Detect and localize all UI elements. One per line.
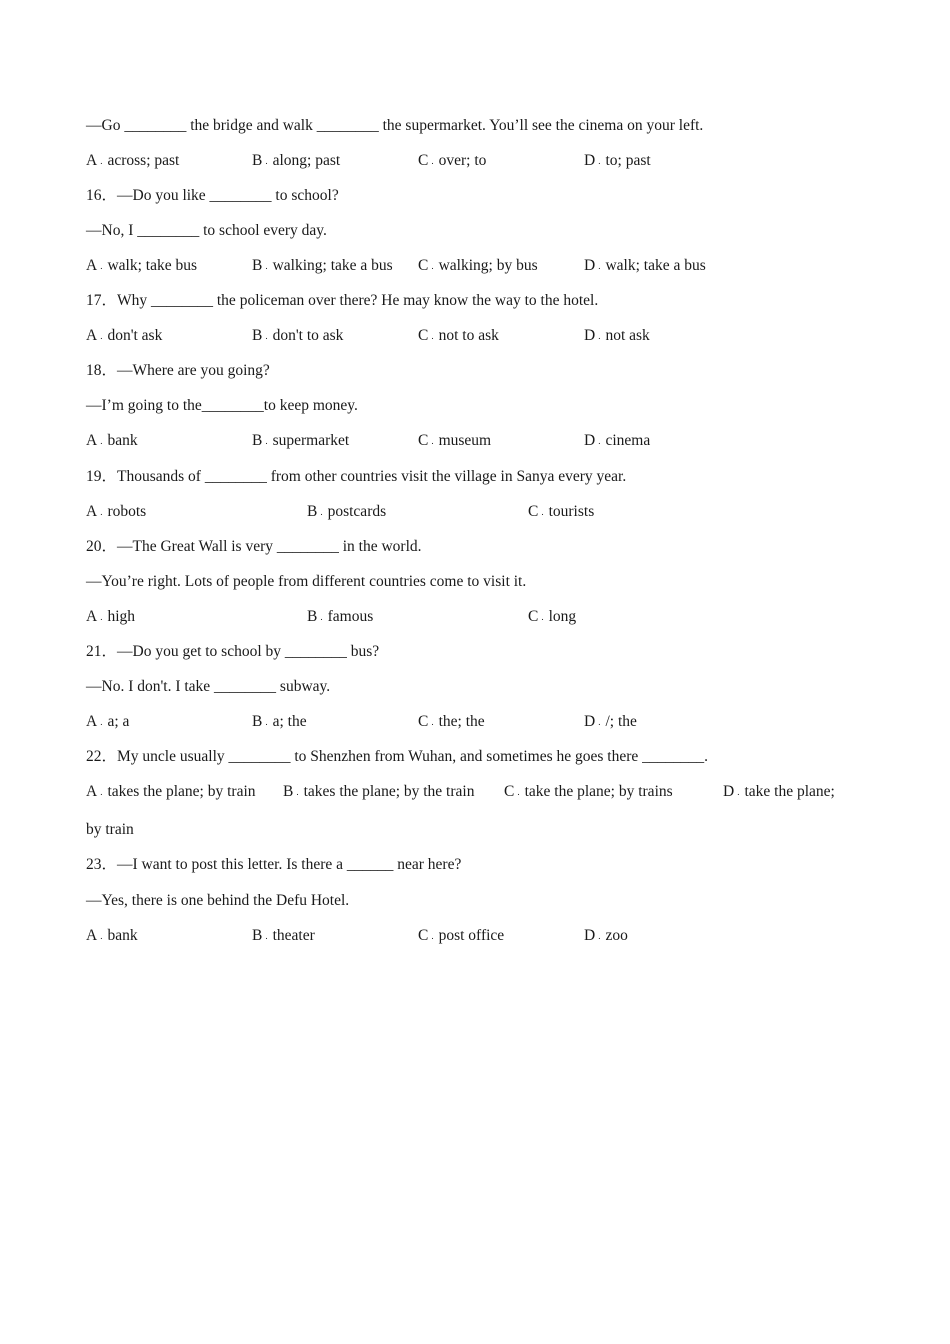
option-text: not to ask <box>438 327 499 344</box>
option-c <box>504 782 673 802</box>
option-letter: B <box>307 608 318 625</box>
option-d <box>584 712 637 732</box>
option-letter: C <box>528 503 539 520</box>
option-b <box>252 256 393 276</box>
option-letter: A <box>86 503 98 520</box>
option-letter: C <box>528 608 539 625</box>
option-d <box>584 926 628 946</box>
option-text: along; past <box>272 152 341 169</box>
option-letter: C <box>418 327 429 344</box>
option-text: walking; by bus <box>438 257 538 274</box>
option-a <box>86 607 135 627</box>
question-line: —I’m going to the________to keep money. <box>86 397 358 414</box>
option-text: long <box>548 608 577 625</box>
option-a <box>86 926 138 946</box>
option-b <box>252 431 349 451</box>
option-text: post office <box>438 927 505 944</box>
option-b <box>283 782 474 802</box>
option-text: don't ask <box>107 327 163 344</box>
option-separator: . <box>100 787 103 797</box>
option-d <box>584 151 651 171</box>
option-separator: . <box>100 612 103 622</box>
option-letter: D <box>584 713 596 730</box>
option-text: take the plane; by trains <box>524 783 673 800</box>
option-text: bank <box>107 432 138 449</box>
option-text: the; the <box>438 713 485 730</box>
question-line: —No, I ________ to school every day. <box>86 222 327 239</box>
option-c <box>418 431 491 451</box>
option-letter: C <box>418 257 429 274</box>
option-separator: . <box>598 261 601 271</box>
option-separator: . <box>431 931 434 941</box>
option-separator: . <box>598 717 601 727</box>
option-text: high <box>107 608 136 625</box>
option-separator: . <box>100 717 103 727</box>
option-letter: B <box>307 503 318 520</box>
option-separator: . <box>431 331 434 341</box>
option-text: supermarket <box>272 432 350 449</box>
question-line: —Yes, there is one behind the Defu Hotel. <box>86 892 350 909</box>
option-letter: C <box>418 152 429 169</box>
option-b <box>252 326 343 346</box>
option-text: /; the <box>605 713 637 730</box>
option-separator: . <box>598 436 601 446</box>
option-letter: B <box>252 152 263 169</box>
option-separator: . <box>100 331 103 341</box>
option-separator: . <box>100 436 103 446</box>
option-letter: D <box>584 927 596 944</box>
option-a <box>86 151 179 171</box>
option-text: zoo <box>605 927 628 944</box>
question-line: —No. I don't. I take ________ subway. <box>86 678 331 695</box>
option-letter: A <box>86 432 98 449</box>
option-letter: D <box>584 152 596 169</box>
option-separator: . <box>100 261 103 271</box>
option-a <box>86 256 197 276</box>
option-letter: C <box>418 927 429 944</box>
option-letter: B <box>252 927 263 944</box>
question-line: 23．—I want to post this letter. Is there a ______ near here? <box>86 856 462 873</box>
option-letter: A <box>86 152 98 169</box>
option-c <box>528 607 576 627</box>
option-text: not ask <box>605 327 650 344</box>
question-line: 18．—Where are you going? <box>86 362 270 379</box>
option-text: takes the plane; by train <box>107 783 256 800</box>
option-separator: . <box>100 507 103 517</box>
option-letter: A <box>86 608 98 625</box>
option-d <box>584 256 706 276</box>
option-letter: B <box>283 783 294 800</box>
option-b <box>252 151 340 171</box>
option-d <box>723 782 835 802</box>
option-a <box>86 502 146 522</box>
option-separator: . <box>598 331 601 341</box>
option-text: a; a <box>107 713 130 730</box>
option-d <box>584 431 650 451</box>
option-letter: C <box>504 783 515 800</box>
option-a <box>86 712 129 732</box>
option-c <box>418 151 486 171</box>
option-text: takes the plane; by the train <box>303 783 475 800</box>
option-letter: A <box>86 327 98 344</box>
option-c <box>418 326 499 346</box>
question-line: 16．—Do you like ________ to school? <box>86 187 339 204</box>
option-b <box>252 926 315 946</box>
option-text: postcards <box>327 503 387 520</box>
option-b <box>307 502 386 522</box>
question-line: 17．Why ________ the policeman over there? He may know the way to the hotel. <box>86 292 599 309</box>
option-separator: . <box>541 507 544 517</box>
option-b <box>252 712 307 732</box>
question-line: 22．My uncle usually ________ to Shenzhen from Wuhan, and sometimes he goes there ________. <box>86 748 708 765</box>
option-b <box>307 607 373 627</box>
option-letter: B <box>252 432 263 449</box>
option-letter: C <box>418 432 429 449</box>
option-letter: B <box>252 713 263 730</box>
option-a <box>86 782 256 802</box>
option-d <box>584 326 650 346</box>
option-separator: . <box>265 261 268 271</box>
question-line: —Go ________ the bridge and walk ________ the supermarket. You’ll see the cinema on your left. <box>86 117 704 134</box>
option-separator: . <box>431 156 434 166</box>
option-separator: . <box>431 261 434 271</box>
option-separator: . <box>541 612 544 622</box>
option-separator: . <box>296 787 299 797</box>
option-separator: . <box>320 507 323 517</box>
option-separator: . <box>100 931 103 941</box>
option-a <box>86 431 138 451</box>
option-letter: D <box>584 257 596 274</box>
option-letter: D <box>723 783 735 800</box>
option-text: famous <box>327 608 374 625</box>
option-c <box>418 712 485 732</box>
option-separator: . <box>737 787 740 797</box>
option-letter: C <box>418 713 429 730</box>
option-text: across; past <box>107 152 180 169</box>
option-text: a; the <box>272 713 307 730</box>
option-separator: . <box>265 331 268 341</box>
option-text: cinema <box>605 432 651 449</box>
option-letter: B <box>252 257 263 274</box>
option-text: walking; take a bus <box>272 257 393 274</box>
option-separator: . <box>598 156 601 166</box>
option-text: theater <box>272 927 315 944</box>
option-text: tourists <box>548 503 595 520</box>
option-text: bank <box>107 927 138 944</box>
option-letter: A <box>86 713 98 730</box>
option-d-continuation: by train <box>86 821 134 838</box>
option-c <box>418 256 538 276</box>
option-separator: . <box>265 717 268 727</box>
option-c <box>528 502 594 522</box>
option-separator: . <box>598 931 601 941</box>
option-separator: . <box>265 156 268 166</box>
option-letter: A <box>86 783 98 800</box>
option-letter: A <box>86 927 98 944</box>
option-text: walk; take bus <box>107 257 197 274</box>
option-text: don't to ask <box>272 327 344 344</box>
option-separator: . <box>517 787 520 797</box>
option-letter: A <box>86 257 98 274</box>
option-text: take the plane; <box>744 783 835 800</box>
option-text: museum <box>438 432 492 449</box>
option-text: walk; take a bus <box>605 257 706 274</box>
option-separator: . <box>265 931 268 941</box>
option-letter: D <box>584 432 596 449</box>
option-separator: . <box>431 436 434 446</box>
question-line: 21．—Do you get to school by ________ bus? <box>86 643 380 660</box>
question-line: —You’re right. Lots of people from different countries come to visit it. <box>86 573 527 590</box>
option-letter: B <box>252 327 263 344</box>
option-separator: . <box>265 436 268 446</box>
option-text: to; past <box>605 152 651 169</box>
option-separator: . <box>100 156 103 166</box>
option-text: over; to <box>438 152 487 169</box>
option-c <box>418 926 504 946</box>
option-text: robots <box>107 503 147 520</box>
option-a <box>86 326 162 346</box>
question-line: 20．—The Great Wall is very ________ in the world. <box>86 538 422 555</box>
option-separator: . <box>320 612 323 622</box>
option-separator: . <box>431 717 434 727</box>
option-letter: D <box>584 327 596 344</box>
question-line: 19．Thousands of ________ from other countries visit the village in Sanya every year. <box>86 468 627 485</box>
